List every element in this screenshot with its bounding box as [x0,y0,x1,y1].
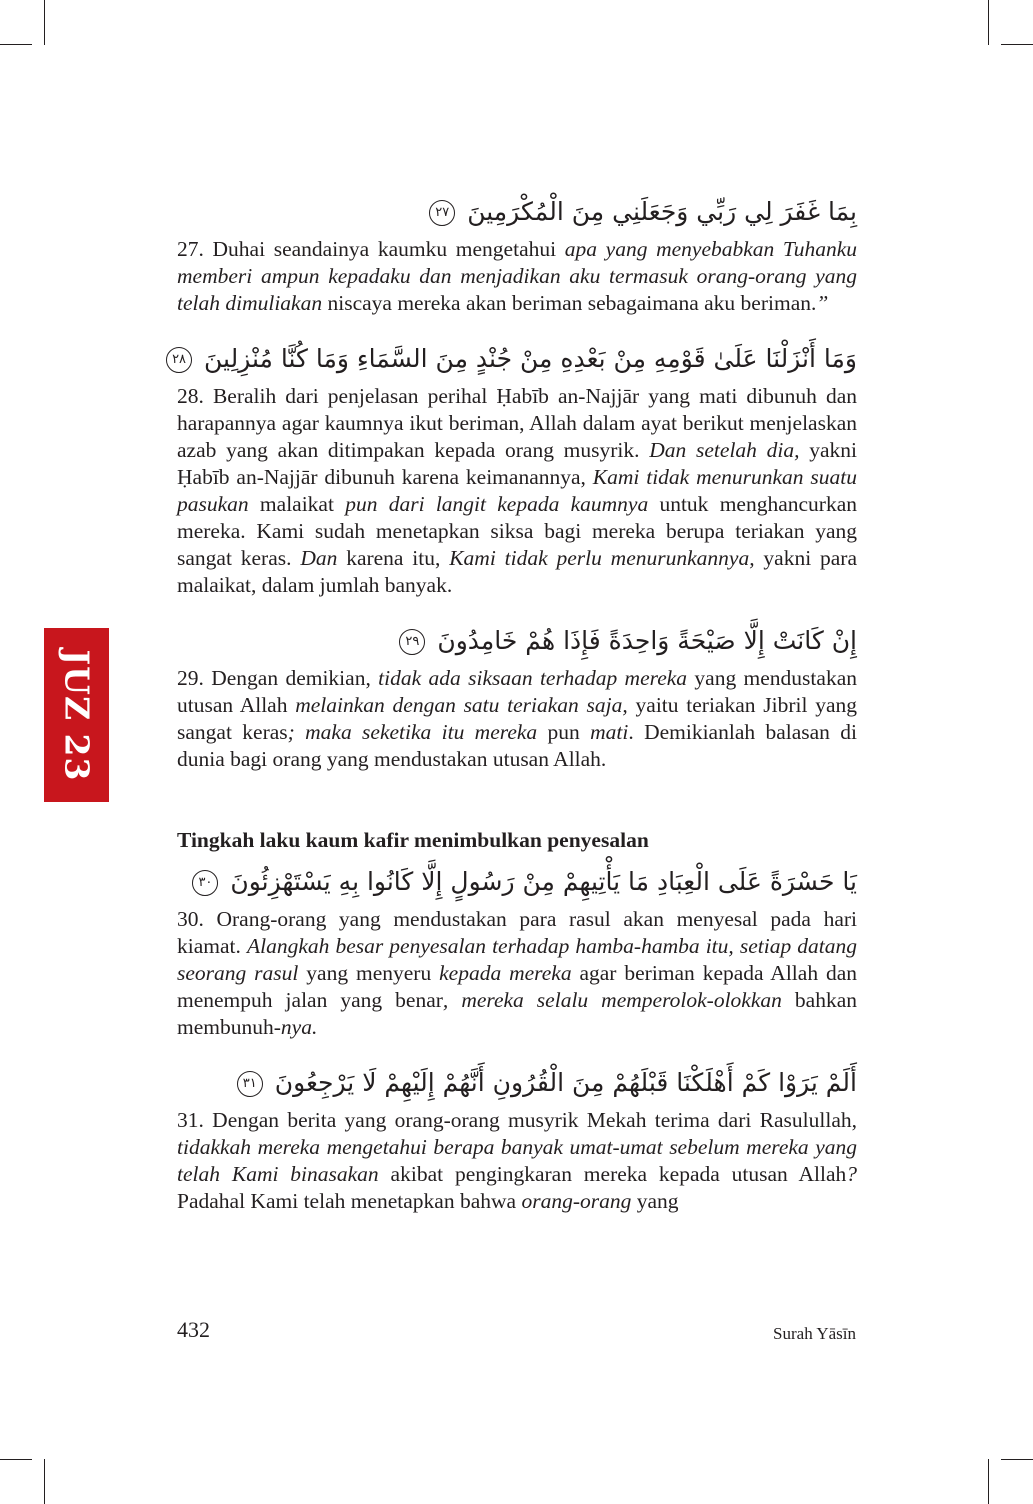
commentary-paragraph [177,383,857,599]
arabic-verse-27 [177,190,857,236]
commentary-paragraph [177,906,857,1041]
italic-run: Dan [300,546,338,570]
crop-mark-top-right-h [1001,44,1033,45]
crop-mark-bottom-right-h [1001,1459,1033,1460]
running-footer-surah: Surah Yāsīn [773,1324,856,1343]
arabic-verse-31 [177,1061,857,1107]
text-run: yaitu teriakan Jibril yang sangat keras [177,693,857,744]
text-run: bahkan membunuh- [177,988,857,1039]
italic-run: , mereka selalu memperolok-olokkan [442,988,782,1012]
crop-mark-bottom-left-h [0,1459,32,1460]
italic-run: Kami tidak perlu menurunkannya, [449,546,755,570]
text-run: yakni para malaikat, dalam jumlah banyak. [177,546,857,597]
page-content [172,190,858,1215]
italic-run: tidak ada siksaan terhadap mereka [378,666,688,690]
italic-run: mati [590,720,629,744]
text-run: niscaya mereka akan beriman sebagaimana aku beriman. [322,291,817,315]
text-run: . Demikianlah balasan di dunia bagi orang yang mendustakan utusan Allah. [177,720,857,771]
arabic-verse-30 [177,860,857,906]
text-run: akibat pengingkaran mereka kepada utusan Allah [378,1162,847,1186]
page-number: 432 [177,1317,210,1342]
section-heading: Tingkah laku kaum kafir menimbulkan penyesalan [177,828,649,852]
ayah-marker-icon: ٢٩ [399,629,425,655]
text-run: pun [537,720,591,744]
verse-block-31 [177,1061,857,1215]
juz-tab [44,628,109,802]
ayah-marker-icon: ٣١ [237,1071,263,1097]
italic-run: pun dari langit kepada kaumnya [345,492,649,516]
crop-mark-top-right [988,0,989,45]
ayah-marker-icon: ٣٠ [192,870,218,896]
verse-block-29 [177,619,857,773]
text-run: karena itu, [337,546,450,570]
text-run: agar beriman kepada Allah dan menempuh jalan yang benar [177,961,858,1012]
crop-mark-top-left-h [0,44,32,45]
verse-block-27 [177,190,857,317]
italic-run: orang-orang [521,1189,632,1213]
commentary-paragraph [177,1107,857,1215]
italic-run: Dan setelah dia, [649,438,800,462]
ayah-marker-icon: ٢٧ [429,200,455,226]
commentary-paragraph [177,665,857,773]
italic-run: ? [846,1162,857,1186]
arabic-verse-29 [177,619,857,665]
arabic-verse-28 [172,337,857,383]
text-run: yang mendustakan utusan Allah [177,666,857,717]
arabic-text: إِنْ كَانَتْ إِلَّا صَيْحَةً وَاحِدَةً فَإِذَا هُمْ خَامِدُونَ [437,626,857,655]
arabic-text: يَا حَسْرَةً عَلَى الْعِبَادِ مَا يَأْتِيهِمْ مِنْ رَسُولٍ إِلَّا كَانُوا بِهِ يَسْتَهْزِئُونَ [230,867,857,896]
commentary-paragraph [177,236,857,317]
juz-tab-label: JUZ 23 [57,649,96,781]
ayah-marker-icon: ٢٨ [166,347,192,373]
verse-block-30 [177,860,857,1041]
text-run: yakni Ḥabīb an-Najjār dibunuh karena keimanannya, [177,438,857,489]
italic-run: Alangkah besar penyesalan terhadap hamba-hamba itu, setiap datang seorang rasul [177,934,857,985]
text-run: 28. Beralih dari penjelasan perihal Ḥabīb an-Najjār yang mati dibunuh dan harapannya agar kaumnya ikut beriman, Allah dalam ayat berikut menjelaskan azab yang akan ditimpakan kepada orang musyrik. [177,384,857,462]
text-run: yang menyeru [298,961,440,985]
crop-mark-bottom-right [988,1459,989,1504]
verse-block-28 [172,337,857,599]
text-run: untuk menghancurkan mereka. Kami sudah menetapkan siksa bagi mereka berupa teriakan yang sangat keras. [177,492,857,570]
text-run: 29. Dengan demikian, [177,666,379,690]
italic-run: ” [816,291,829,315]
crop-mark-bottom-left [44,1459,45,1504]
italic-run: Kami tidak menurunkan suatu pasukan [177,465,857,516]
italic-run: kepada mereka [439,961,572,985]
text-run: yang [631,1189,679,1213]
crop-mark-top-left [44,0,45,45]
italic-run: melainkan dengan satu teriakan saja, [295,693,628,717]
arabic-text: بِمَا غَفَرَ لِي رَبِّي وَجَعَلَنِي مِنَ الْمُكْرَمِينَ [467,197,857,226]
text-run: 30. Orang-orang yang mendustakan para rasul akan menyesal pada hari kiamat. [177,907,857,958]
italic-run: tidakkah mereka mengetahui berapa banyak umat-umat sebelum mereka yang telah Kami binasakan [177,1135,857,1186]
italic-run: apa yang menyebabkan Tuhanku memberi ampun kepadaku dan menjadikan aku termasuk orang-orang yang telah dimuliakan [177,237,857,315]
italic-run: nya. [280,1015,318,1039]
italic-run: ; maka seketika itu mereka [287,720,538,744]
text-run: Padahal Kami telah menetapkan bahwa [177,1189,522,1213]
arabic-text: أَلَمْ يَرَوْا كَمْ أَهْلَكْنَا قَبْلَهُمْ مِنَ الْقُرُونِ أَنَّهُمْ إِلَيْهِمْ لَا يَرْجِعُونَ [274,1068,857,1097]
text-run: 31. Dengan berita yang orang-orang musyrik Mekah terima dari Rasulullah, [177,1108,857,1132]
text-run: malaikat [248,492,346,516]
text-run: 27. Duhai seandainya kaumku mengetahui [177,237,565,261]
arabic-text: وَمَا أَنْزَلْنَا عَلَىٰ قَوْمِهِ مِنْ بَعْدِهِ مِنْ جُنْدٍ مِنَ السَّمَاءِ وَمَا كُنَّا مُنْزِلِينَ [204,344,857,373]
